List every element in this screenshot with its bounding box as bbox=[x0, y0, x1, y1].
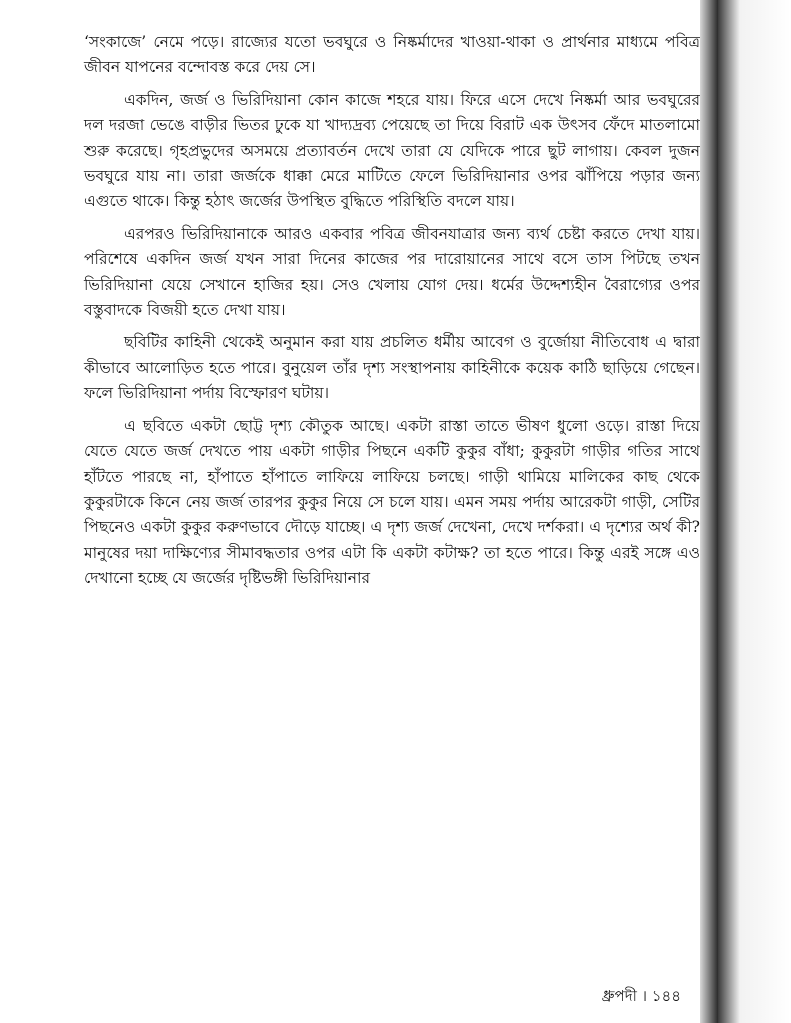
body-text bbox=[84, 30, 700, 599]
page-footer: ধ্রুপদী । ১৪৪ bbox=[601, 987, 681, 1005]
binding-shadow bbox=[700, 0, 718, 1023]
paragraph-4: ছবিটির কাহিনী থেকেই অনুমান করা যায় প্রচলিত ধর্মীয় আবেগ ও বুর্জোয়া নীতিবোধ এ দ্বারা কীভাবে আলোড়িত হতে পারে। বুনুয়েল তাঁর দৃশ্য সংস্থাপনায় কাহিনীকে কয়েক কাঠি ছাড়িয়ে গেছেন। ফলে ভিরিদিয়ানা পর্দায় বিস্ফোরণ ঘটায়। bbox=[84, 333, 700, 403]
paragraph-3: এরপরও ভিরিদিয়ানাকে আরও একবার পবিত্র জীবনযাত্রার জন্য ব্যর্থ চেষ্টা করতে দেখা যায়। পরিশেষে একদিন জর্জ যখন সারা দিনের কাজের পর দারোয়ানের সাথে বসে তাস পিটছে তখন ভিরিদিয়ানা যেয়ে সেখানে হাজির হয়। সেও খেলায় যোগ দেয়। ধর্মের উদ্দেশ্যহীন বৈরাগ্যের ওপর বস্তুবাদকে বিজয়ী হতে দেখা যায়। bbox=[84, 224, 700, 320]
paragraph-2: একদিন, জর্জ ও ভিরিদিয়ানা কোন কাজে শহরে যায়। ফিরে এসে দেখে নিষ্কর্মা আর ভবঘুরের দল দরজা ভেঙে বাড়ীর ভিতর ঢুকে যা খাদ্যদ্রব্য পেয়েছে তা দিয়ে বিরাট এক উৎসব ফেঁদে মাতলামো শুরু করেছে। গৃহপ্রভুদের অসময়ে প্রত্যাবর্তন দেখে তারা যে যেদিকে পারে ছুট লাগায়। কেবল দুজন ভবঘুরে যায় না। তারা জর্জকে ধাক্কা মেরে মাটিতে ফেলে ভিরিদিয়ানার ওপর ঝাঁপিয়ে পড়ার জন্য এগুতে থাকে। কিন্তু হঠাৎ জর্জের উপস্থিত বুদ্ধিতে পরিস্থিতি বদলে যায়। bbox=[84, 90, 700, 211]
paragraph-1: ‘সংকাজে’ নেমে পড়ে। রাজ্যের যতো ভবঘুরে ও নিষ্কর্মাদের খাওয়া-থাকা ও প্রার্থনার মাধ্যমে পবিত্র জীবন যাপনের বন্দোবস্ত করে দেয় সে। bbox=[84, 33, 700, 77]
paragraph-5: এ ছবিতে একটা ছোট্ট দৃশ্য কৌতুক আছে। একটা রাস্তা তাতে ভীষণ ধুলো ওড়ে। রাস্তা দিয়ে যেতে যেতে জর্জ দেখতে পায় একটা গাড়ীর পিছনে একটি কুকুর বাঁধা; কুকুরটা গাড়ীর গতির সাথে হাঁটতে পারছে না, হাঁপাতে হাঁপাতে লাফিয়ে লাফিয়ে চলছে। গাড়ী থামিয়ে মালিকের কাছ থেকে কুকুরটাকে কিনে নেয় জর্জ তারপর কুকুর নিয়ে সে চলে যায়। এমন সময় পর্দায় আরেকটা গাড়ী, সেটির পিছনেও একটা কুকুর করুণভাবে দৌড়ে যাচ্ছে। এ দৃশ্য জর্জ দেখেনা, দেখে দর্শকরা। এ দৃশ্যের অর্থ কী? মানুষের দয়া দাক্ষিণ্যের সীমাবদ্ধতার ওপর এটা কি একটা কটাক্ষ? তা হতে পারে। কিন্তু এরই সঙ্গে এও দেখানো হচ্ছে যে জর্জের দৃষ্টিভঙ্গী ভিরিদিয়ানার bbox=[84, 416, 700, 588]
adjacent-page-edge bbox=[718, 0, 791, 1023]
